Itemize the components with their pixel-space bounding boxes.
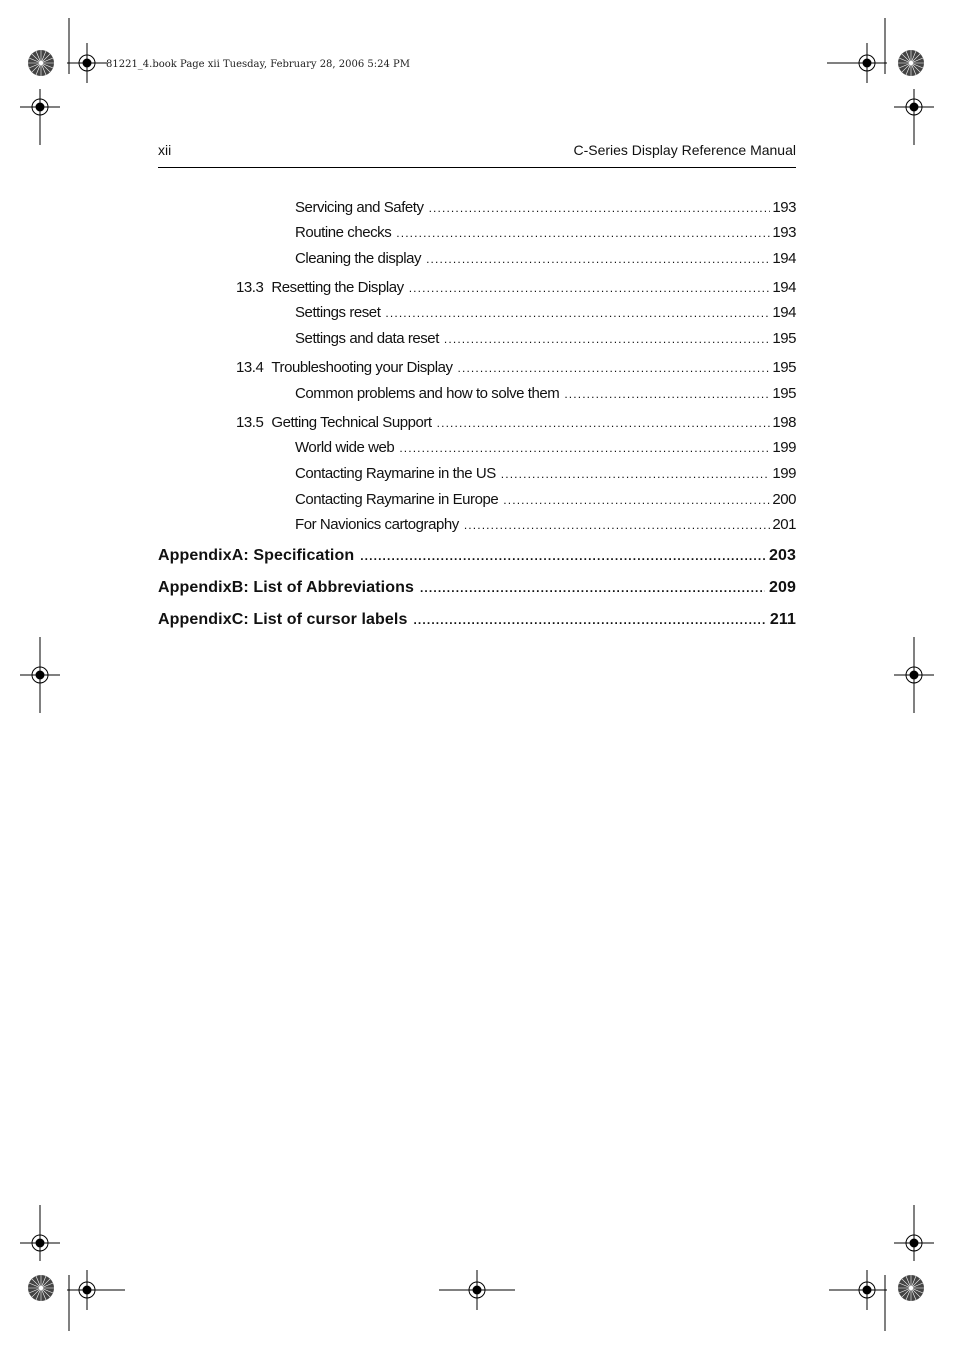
toc-entry-page: 199 [772,465,796,482]
toc-entry-page: 194 [772,250,796,267]
toc-entry-page: 195 [772,385,796,402]
toc-entry-page: 198 [772,414,796,431]
toc-entry-title: For Navionics cartography [295,516,459,533]
toc-entry-title: AppendixA: Specification [158,547,355,564]
toc-entry-title: Servicing and Safety [295,199,424,216]
toc-entry-title: Settings and data reset [295,330,439,347]
printer-slug: 81221_4.book Page xii Tuesday, February 28, 2006 5:24 PM [106,59,411,70]
toc-entry-page: 195 [772,330,796,347]
toc-entry-title: Troubleshooting your Display [271,359,453,376]
toc-entry-title: Contacting Raymarine in the US [295,465,496,482]
toc-entry-title: AppendixB: List of Abbreviations [158,579,414,596]
toc-entry-page: 199 [772,439,796,456]
toc-section-number: 13.5 [236,414,264,431]
toc-entry-title: Contacting Raymarine in Europe [295,491,499,508]
toc-entry-page: 211 [769,611,796,628]
toc-entry-page: 200 [772,491,796,508]
toc-entry-title: Settings reset [295,304,381,321]
toc-entry-page: 193 [772,224,796,241]
toc-entry-page: 201 [772,516,796,533]
toc-entry-title: Getting Technical Support [271,414,432,431]
toc-entry-title: Common problems and how to solve them [295,385,560,402]
manual-title: C-Series Display Reference Manual [573,142,796,158]
toc-section-number: 13.3 [236,279,264,296]
toc-entry-page: 194 [772,279,796,296]
toc-entry-page: 203 [769,547,796,564]
toc-entry-title: Routine checks [295,224,392,241]
toc-entry-title: World wide web [295,439,395,456]
toc-entry-page: 209 [769,579,796,596]
page-folio: xii [158,142,172,158]
toc-entry-title: Resetting the Display [271,279,404,296]
toc-entry-title: Cleaning the display [295,250,422,267]
toc-entry-page: 193 [772,199,796,216]
toc-entry-page: 195 [772,359,796,376]
toc-section-number: 13.4 [236,359,264,376]
toc-entry-title: AppendixC: List of cursor labels [158,611,408,628]
toc-entry-page: 194 [772,304,796,321]
